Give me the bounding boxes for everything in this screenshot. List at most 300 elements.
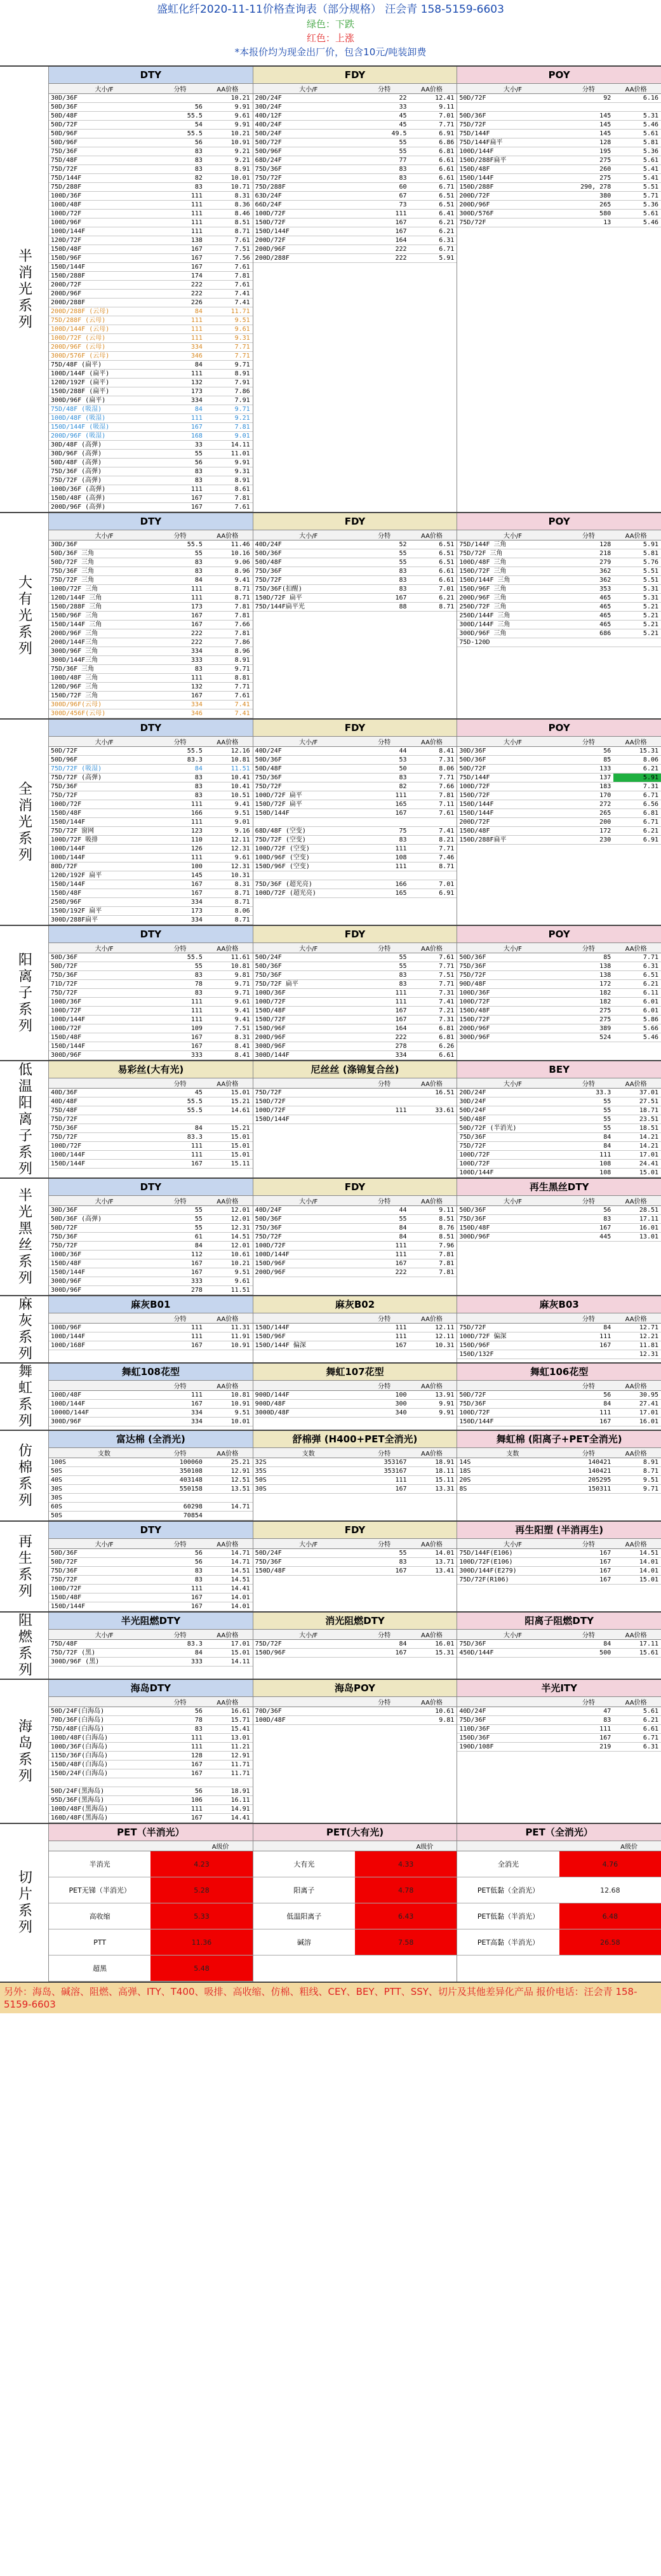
table-cell: 167 [190, 1603, 203, 1610]
section-title: 半消光系列 [16, 248, 32, 331]
table-cell: 7.31 [643, 783, 659, 790]
price-column [48, 1431, 253, 1520]
table-cell: 9.06 [234, 559, 250, 566]
table-cell: 200D/72F [459, 819, 490, 826]
table-cell [362, 1115, 410, 1124]
table-row [49, 1769, 253, 1778]
table-cell: 5.76 [643, 559, 659, 566]
table-cell: 6.61 [439, 577, 455, 584]
table-cell: 12.31 [230, 863, 250, 870]
table-cell: 8.36 [234, 201, 250, 208]
table-cell: 83 [399, 774, 407, 781]
table-cell: 9.61 [234, 1278, 250, 1285]
table-cell: 12.01 [230, 1242, 250, 1249]
table-row [49, 1409, 253, 1418]
table-cell: 11.01 [230, 450, 250, 457]
table-cell: 167 [190, 1815, 203, 1821]
table-row [49, 1286, 253, 1295]
table-cell: 83 [603, 1717, 611, 1724]
section-columns [48, 1522, 661, 1611]
table-cell [49, 1778, 157, 1787]
table-cell: 8.51 [439, 1233, 455, 1240]
table-cell: 13.01 [230, 1734, 250, 1741]
table-cell: 167 [190, 1034, 203, 1041]
table-cell: 150D/144F (吸湿) [51, 424, 110, 431]
table-cell: 100D/36F [51, 192, 82, 199]
table-cell: 84 [399, 1224, 407, 1231]
table-cell: 14.01 [435, 1550, 455, 1557]
table-cell: 16.11 [230, 1797, 250, 1804]
table-cell: 75D/48F [51, 1107, 78, 1114]
table-cell: 11.51 [230, 1287, 250, 1294]
price-section [0, 1430, 661, 1520]
table-row [457, 1707, 661, 1716]
table-row [457, 1233, 661, 1242]
table-row [49, 441, 253, 450]
table-cell: 8.46 [234, 210, 250, 217]
column-subheader [253, 1841, 457, 1851]
table-row [49, 889, 253, 898]
subheader-label [253, 1313, 362, 1323]
table-row [253, 147, 457, 156]
table-row [253, 980, 457, 989]
column-subheader [457, 1448, 661, 1458]
table-cell: 50D/36F [51, 954, 78, 961]
table-cell: 75D/144F扁平光 [255, 603, 305, 610]
table-cell: 100D/48F [255, 1717, 286, 1724]
table-cell: 100D/72F [255, 998, 286, 1005]
table-cell: 380 [599, 192, 611, 199]
column-subheader [253, 1448, 457, 1458]
table-row [49, 325, 253, 334]
column-header: 尼丝丝 (涤锦复合丝) [253, 1061, 457, 1078]
table-cell: 50D/36F [459, 756, 486, 763]
table-cell: 50D/96F [51, 130, 78, 137]
subheader-label: 大小/F [299, 1198, 318, 1205]
table-row [49, 989, 253, 998]
subheader-label: 大小/F [95, 739, 114, 746]
section-side [0, 1522, 48, 1611]
table-cell: 8.96 [234, 648, 250, 655]
table-cell: 7.71 [439, 121, 455, 128]
table-cell: 6.01 [643, 1007, 659, 1014]
table-cell: 111 [190, 210, 203, 217]
table-cell: 150D/24F(白海岛) [51, 1770, 109, 1777]
table-row [49, 1341, 253, 1350]
table-cell: 75D/144F 三角 [459, 541, 507, 548]
table-cell: 75D/36F [459, 1216, 486, 1223]
table-cell: 111 [190, 1333, 203, 1340]
column-header: DTY [49, 1179, 253, 1196]
table-row [49, 494, 253, 503]
subheader-label [457, 1841, 599, 1851]
table-cell: 30D/96F (高弹) [51, 450, 102, 457]
table-cell: 150D/144F [51, 819, 86, 826]
table-row [49, 747, 253, 756]
table-cell: 9.31 [234, 335, 250, 342]
table-cell: 14.51 [639, 1550, 659, 1557]
section-columns [48, 720, 661, 925]
table-cell: 167 [190, 1043, 203, 1050]
table-cell: 6.21 [439, 219, 455, 226]
table-cell: 150D/48F [51, 246, 82, 253]
table-cell: 9.91 [234, 121, 250, 128]
table-cell: 50D/96F [51, 756, 78, 763]
column-subheader [49, 1630, 253, 1640]
table-cell: 100D/72F [51, 1143, 82, 1150]
table-cell: 150D/48F [51, 1034, 82, 1041]
table-cell: 83 [399, 972, 407, 979]
table-cell: 8.41 [439, 748, 455, 755]
table-row [49, 307, 253, 316]
table-cell: 218 [599, 550, 611, 557]
table-cell: 300D/96F [459, 1233, 490, 1240]
table-cell: 9.51 [234, 1409, 250, 1416]
table-cell: 7.21 [439, 1007, 455, 1014]
chip-row [457, 1903, 661, 1929]
table-cell: 110D/36F [459, 1726, 490, 1733]
table-row [49, 245, 253, 254]
table-cell: 30D/48F (高弹) [51, 441, 102, 448]
subheader-label: AA价格 [625, 1081, 647, 1088]
table-cell: 80D/72F [51, 863, 78, 870]
table-cell [157, 1115, 205, 1124]
table-cell: 7.41 [439, 998, 455, 1005]
table-cell: 150D/96F [255, 1333, 286, 1340]
table-row [253, 1215, 457, 1224]
column-header: 舞虹107花型 [253, 1364, 457, 1381]
table-cell: 75D/36F [51, 1567, 78, 1574]
table-cell: 14.01 [230, 1603, 250, 1610]
table-row [457, 774, 661, 782]
table-row [457, 827, 661, 836]
table-cell: 15.01 [230, 1649, 250, 1656]
table-cell: 100D/144F [459, 1169, 494, 1176]
table-row [49, 1033, 253, 1042]
column-header: 易彩丝(大有光) [49, 1061, 253, 1078]
table-cell: 50D/48F [459, 1116, 486, 1123]
table-cell: 50S [51, 1512, 63, 1519]
table-row [49, 1418, 253, 1426]
table-cell: 75D/36F (高弹) [51, 468, 102, 475]
table-cell: 9.91 [439, 1409, 455, 1416]
table-cell: 7.41 [234, 299, 250, 306]
subheader-label: AA价格 [217, 1198, 239, 1205]
table-cell: 16.01 [639, 1418, 659, 1425]
table-cell: 150D/48F [51, 890, 82, 897]
table-cell: 9.41 [234, 1016, 250, 1023]
table-cell: 15.41 [230, 1726, 250, 1733]
table-cell: 75D/72F [51, 792, 78, 799]
table-row [49, 774, 253, 782]
chip-price: 4.78 [355, 1877, 457, 1903]
table-cell: 150D/72F [459, 792, 490, 799]
table-cell: 7.96 [439, 1242, 455, 1249]
table-cell: 200D/96F [51, 290, 82, 297]
table-cell: 150D/72F 扁平 [255, 801, 302, 808]
table-cell: 6.51 [439, 541, 455, 548]
table-cell: 7.71 [439, 963, 455, 970]
table-cell: 11.31 [230, 1324, 250, 1331]
price-column [48, 1364, 253, 1430]
table-cell: 111 [395, 1251, 407, 1258]
table-cell: 45 [194, 1089, 203, 1096]
table-cell: 5.41 [643, 166, 659, 173]
table-cell: 10.31 [435, 1342, 455, 1349]
section-side [0, 1431, 48, 1520]
table-cell: 83 [399, 1559, 407, 1566]
table-cell: 200D/96F [255, 246, 286, 253]
table-row [253, 254, 457, 263]
table-cell: 173 [190, 388, 203, 395]
table-cell: 111 [190, 370, 203, 377]
table-cell: 132 [190, 683, 203, 690]
table-row [457, 621, 661, 629]
table-cell: 55.5 [187, 130, 203, 137]
table-row [49, 998, 253, 1007]
table-cell: 145 [599, 112, 611, 119]
table-cell: 111 [395, 1107, 407, 1114]
chip-row [49, 1877, 253, 1903]
table-cell: 50 [399, 765, 407, 772]
table-cell: 167 [190, 1770, 203, 1777]
table-cell: 300D/144F三角 [51, 657, 98, 664]
table-cell: 167 [395, 1649, 407, 1656]
table-cell: 14.71 [230, 1559, 250, 1566]
table-row [49, 174, 253, 183]
table-cell [362, 1097, 410, 1106]
chip-name: 低温阳离子 [286, 1912, 322, 1921]
table-cell: 5.31 [643, 586, 659, 593]
table-cell: 5.21 [643, 621, 659, 628]
table-cell: 100D/168F [51, 1342, 86, 1349]
chip-name: 高收缩 [89, 1912, 110, 1921]
table-row [457, 1567, 661, 1576]
table-cell: 6.61 [439, 1052, 455, 1059]
table-cell: 111 [599, 1151, 611, 1158]
table-row [49, 112, 253, 121]
column-header: BEY [457, 1061, 661, 1078]
chip-row [253, 1877, 457, 1903]
table-cell: 108 [599, 1169, 611, 1176]
table-cell: 75D/72F [51, 1116, 78, 1123]
table-cell: 353 [599, 586, 611, 593]
table-cell: 7.51 [234, 246, 250, 253]
table-cell: 9.71 [234, 989, 250, 996]
section-title: 切片系列 [16, 1870, 32, 1936]
table-cell: 45 [399, 112, 407, 119]
table-cell: 222 [190, 639, 203, 646]
table-cell: 6.71 [643, 792, 659, 799]
table-cell: 75D/72F 三角 [51, 577, 95, 584]
table-row [457, 1558, 661, 1567]
table-cell: 110 [190, 836, 203, 843]
table-row [253, 103, 457, 112]
table-cell: 83 [194, 1576, 203, 1583]
table-cell: 100D/144F [51, 845, 86, 852]
table-row [457, 576, 661, 585]
table-row [49, 361, 253, 370]
table-cell: 55 [603, 1107, 611, 1114]
table-row [253, 130, 457, 138]
subheader-label [49, 1313, 157, 1323]
table-cell: 55 [194, 1224, 203, 1231]
table-cell: 83 [194, 559, 203, 566]
table-cell: 75D/144F [459, 130, 490, 137]
table-cell: 75 [399, 828, 407, 835]
table-cell: 200D/72F [51, 281, 82, 288]
table-row [49, 352, 253, 361]
table-cell: 7.11 [439, 801, 455, 808]
table-cell: 75D/72F [51, 1242, 78, 1249]
subheader-label: AA价格 [420, 1451, 443, 1458]
table-cell: 200D/96F (高弹) [51, 504, 106, 511]
table-cell: 50D/48F [255, 559, 282, 566]
table-cell: 150D/72F 三角 [51, 692, 98, 699]
table-row [253, 192, 457, 201]
table-cell: 50S [255, 1477, 267, 1484]
table-cell: 200D/288F [255, 255, 290, 262]
table-cell: 5.21 [643, 612, 659, 619]
table-row [49, 1233, 253, 1242]
table-cell: 55 [194, 1216, 203, 1223]
column-subheader [253, 1697, 457, 1707]
table-cell: 50D/96F [255, 148, 282, 155]
table-cell: 167 [190, 1160, 203, 1167]
table-cell: 83 [194, 1567, 203, 1574]
table-cell: 900D/48F [255, 1400, 286, 1407]
table-cell: 8S [459, 1486, 467, 1493]
table-cell: 55 [399, 559, 407, 566]
table-cell: 75D/48F (扁平) [51, 361, 102, 368]
table-cell: 9.61 [234, 112, 250, 119]
table-row [49, 254, 253, 263]
table-row [253, 765, 457, 774]
table-cell: 100D/72F [51, 210, 82, 217]
table-row [49, 898, 253, 907]
table-cell: 8.21 [439, 836, 455, 843]
table-cell: 33 [399, 104, 407, 111]
table-cell: 167 [190, 255, 203, 262]
table-cell: 106 [190, 1797, 203, 1804]
table-row [49, 674, 253, 683]
table-row [49, 1593, 253, 1602]
table-cell: 18.91 [435, 1459, 455, 1466]
section-side [0, 67, 48, 512]
table-cell: 17.01 [639, 1151, 659, 1158]
table-cell: 7.86 [234, 639, 250, 646]
table-cell: 8.31 [234, 881, 250, 888]
table-cell: 50D/72F [51, 1559, 78, 1566]
table-cell [410, 1097, 457, 1106]
chip-name: 碱溶 [297, 1938, 311, 1947]
subheader-label: AA价格 [217, 86, 239, 93]
table-row [49, 450, 253, 459]
table-cell: 9.21 [234, 415, 250, 422]
subheader-label: AA价格 [420, 1383, 443, 1390]
table-cell: 9.41 [234, 801, 250, 808]
table-row [49, 603, 253, 612]
table-row [49, 1097, 253, 1106]
table-cell: 167 [395, 1486, 407, 1493]
table-cell [362, 818, 410, 826]
table-cell: 24.41 [639, 1160, 659, 1167]
table-row [49, 432, 253, 441]
column-subheader [49, 737, 253, 747]
table-row [49, 880, 253, 889]
table-cell: 6.81 [439, 148, 455, 155]
table-cell: 334 [190, 648, 203, 655]
table-cell: 12.31 [230, 845, 250, 852]
table-cell: 111 [190, 415, 203, 422]
table-row [457, 980, 661, 989]
table-row [49, 836, 253, 845]
chip-row [49, 1851, 253, 1877]
table-cell: 75D/72F [459, 219, 486, 226]
table-cell: 75D/72F [255, 175, 282, 182]
chip-row [253, 1903, 457, 1929]
table-row [253, 1242, 457, 1251]
table-cell: 83 [399, 568, 407, 575]
table-cell: 334 [395, 1052, 407, 1059]
section-columns [48, 1680, 661, 1823]
table-cell: 10.91 [230, 1400, 250, 1407]
table-cell: 108 [599, 1160, 611, 1167]
table-cell: 75D/72F (黑) [51, 1649, 96, 1656]
table-cell: 260 [599, 166, 611, 173]
table-cell: 6.91 [439, 890, 455, 897]
table-cell: 33 [194, 441, 203, 448]
table-cell: 333 [190, 657, 203, 664]
table-row [457, 791, 661, 800]
table-cell: 5.81 [643, 550, 659, 557]
chip-name: PET高黏（半消光） [477, 1938, 540, 1947]
column-header: 麻灰B01 [49, 1296, 253, 1313]
table-cell: 35S [255, 1468, 267, 1475]
table-row [49, 1206, 253, 1215]
table-cell: 150D/48F [255, 1007, 286, 1014]
table-cell: 8.71 [439, 603, 455, 610]
subheader-label: AA价格 [217, 1541, 239, 1548]
table-cell: 9.41 [234, 577, 250, 584]
table-cell: 100060 [179, 1459, 203, 1466]
table-cell: 56 [194, 1788, 203, 1795]
subheader-label: 支数 [302, 1451, 315, 1458]
table-cell: 44 [399, 748, 407, 755]
table-row [253, 1467, 457, 1476]
table-cell: 50D/36F 三角 [51, 550, 95, 557]
chip-row [253, 1929, 457, 1955]
table-cell: 30S [255, 1486, 267, 1493]
table-cell [205, 1115, 253, 1124]
table-cell: 500 [599, 1649, 611, 1656]
table-cell: 334 [190, 1409, 203, 1416]
subheader-label: AA价格 [217, 533, 239, 540]
table-cell: 445 [599, 1233, 611, 1240]
column-header: FDY [253, 926, 457, 943]
subheader-label [49, 1841, 191, 1851]
column-header: 麻灰B02 [253, 1296, 457, 1313]
table-cell: 10.61 [435, 1708, 455, 1715]
table-cell: 278 [190, 1287, 203, 1294]
table-cell: 100D/72F [459, 783, 490, 790]
column-header: 半光阻燃DTY [49, 1613, 253, 1630]
table-row [457, 962, 661, 971]
table-cell: 167 [190, 1342, 203, 1349]
subheader-label: 分特 [173, 1541, 187, 1548]
table-cell: 16.61 [230, 1708, 250, 1715]
table-cell: 40D/12F [255, 112, 282, 119]
